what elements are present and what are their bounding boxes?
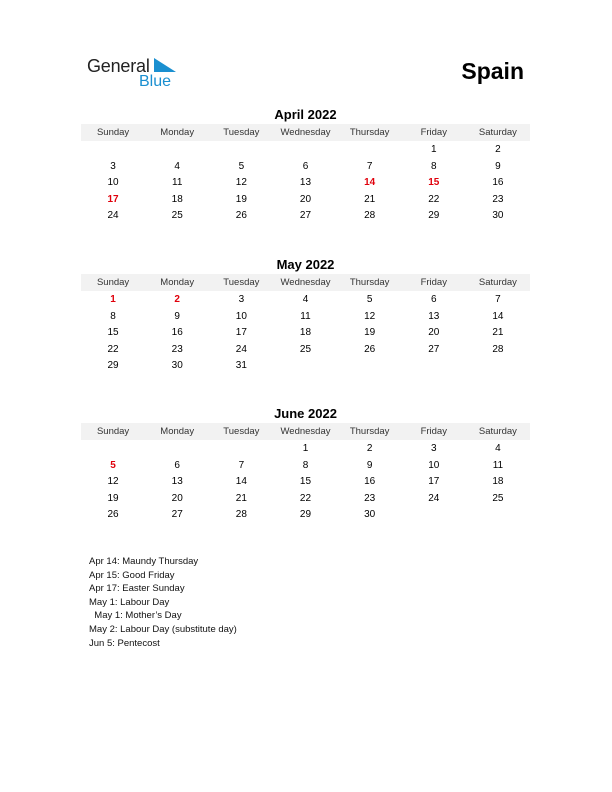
day-cell: 10 xyxy=(428,459,440,471)
day-cell: 27 xyxy=(299,210,312,222)
day-cell: 22 xyxy=(299,492,312,504)
day-cell: 14 xyxy=(364,177,376,189)
day-cell xyxy=(209,142,273,159)
day-cell xyxy=(145,142,209,159)
day-cell: 16 xyxy=(492,177,504,189)
day-cell: 10 xyxy=(235,310,247,322)
day-cell: 17 xyxy=(428,476,440,488)
day-cell: 15 xyxy=(299,476,312,488)
day-cell: 19 xyxy=(364,327,376,339)
day-cell: 21 xyxy=(364,193,376,205)
day-cell: 7 xyxy=(238,459,245,471)
holiday-list xyxy=(89,555,237,650)
weekday-label: Monday xyxy=(160,277,195,288)
country-title: Spain xyxy=(461,58,524,84)
day-cell: 30 xyxy=(171,360,183,372)
day-cell: 22 xyxy=(107,343,119,355)
day-cell: 28 xyxy=(235,509,247,521)
day-cell: 29 xyxy=(299,509,312,521)
day-cell: 3 xyxy=(110,160,116,172)
weekday-label: Tuesday xyxy=(223,277,260,288)
day-cell: 13 xyxy=(299,177,312,189)
day-cell: 20 xyxy=(171,492,183,504)
month-calendar xyxy=(81,256,530,375)
day-cell: 11 xyxy=(300,310,311,322)
holiday-item: Apr 15: Good Friday xyxy=(89,569,175,581)
day-cell: 4 xyxy=(302,294,309,305)
day-cell xyxy=(145,441,209,458)
day-cell: 20 xyxy=(299,193,312,205)
day-cell: 1 xyxy=(302,443,309,454)
weekday-label: Saturday xyxy=(478,277,517,288)
month-calendar xyxy=(81,405,530,524)
generalblue-logo xyxy=(87,56,187,96)
day-cell: 15 xyxy=(428,177,440,189)
day-cell: 23 xyxy=(171,343,183,355)
day-cell: 17 xyxy=(107,193,119,205)
day-cell: 1 xyxy=(430,144,437,155)
day-cell xyxy=(81,142,145,159)
day-cell: 27 xyxy=(428,343,440,355)
day-cell: 12 xyxy=(364,310,376,322)
holiday-item: May 1: Labour Day xyxy=(89,596,170,608)
day-cell: 17 xyxy=(235,327,247,339)
day-cell: 8 xyxy=(110,310,116,322)
days-grid xyxy=(81,142,530,225)
month-calendar xyxy=(81,106,530,225)
day-cell: 24 xyxy=(428,492,440,504)
logo-triangle-icon xyxy=(154,58,176,72)
day-cell: 6 xyxy=(430,294,437,305)
day-cell: 5 xyxy=(110,459,116,471)
day-cell: 1 xyxy=(110,294,116,305)
holiday-item: Jun 5: Pentecost xyxy=(89,637,160,649)
weekday-label: Friday xyxy=(420,127,447,138)
day-cell: 21 xyxy=(235,492,247,504)
day-cell: 30 xyxy=(492,210,504,222)
day-cell xyxy=(209,441,273,458)
day-cell: 5 xyxy=(238,160,245,172)
day-cell: 8 xyxy=(302,459,309,471)
holiday-item: Apr 14: Maundy Thursday xyxy=(89,556,199,567)
weekday-label: Saturday xyxy=(478,127,517,138)
day-cell: 4 xyxy=(174,160,180,172)
day-cell: 8 xyxy=(430,160,437,172)
day-cell: 11 xyxy=(172,177,183,189)
day-cell: 7 xyxy=(366,160,373,172)
day-cell xyxy=(466,358,530,375)
day-cell: 28 xyxy=(492,343,504,355)
month-title: May 2022 xyxy=(276,257,335,272)
day-cell: 21 xyxy=(492,327,504,339)
day-cell: 29 xyxy=(107,360,119,372)
day-cell: 7 xyxy=(495,294,501,305)
day-cell xyxy=(402,358,466,375)
weekday-label: Monday xyxy=(160,426,195,437)
day-cell: 3 xyxy=(430,443,437,454)
day-cell: 2 xyxy=(495,144,501,155)
day-cell: 12 xyxy=(235,177,247,189)
day-cell xyxy=(273,142,337,159)
weekday-label: Friday xyxy=(420,426,447,437)
day-cell: 25 xyxy=(299,343,312,355)
day-cell: 30 xyxy=(364,509,376,521)
weekday-header xyxy=(81,423,530,440)
weekday-label: Thursday xyxy=(349,127,390,138)
weekday-label: Sunday xyxy=(96,426,130,437)
day-cell: 5 xyxy=(366,294,373,305)
day-cell: 9 xyxy=(174,310,180,322)
weekday-label: Friday xyxy=(420,277,447,288)
weekday-label: Tuesday xyxy=(223,127,260,138)
day-cell: 18 xyxy=(299,327,312,339)
day-cell: 9 xyxy=(366,459,373,471)
day-cell: 13 xyxy=(171,476,183,488)
month-title: April 2022 xyxy=(274,107,337,122)
day-cell: 16 xyxy=(171,327,183,339)
day-cell: 2 xyxy=(174,294,180,305)
day-cell: 9 xyxy=(495,160,501,172)
logo-general-text: General xyxy=(87,56,150,76)
day-cell: 6 xyxy=(174,459,180,471)
holiday-item: May 1: Mother’s Day xyxy=(89,610,182,622)
day-cell: 24 xyxy=(235,343,247,355)
day-cell: 19 xyxy=(235,193,247,205)
day-cell: 2 xyxy=(366,443,373,454)
day-cell xyxy=(338,358,402,375)
weekday-header xyxy=(81,124,530,141)
day-cell: 24 xyxy=(107,210,119,222)
day-cell: 28 xyxy=(364,210,376,222)
day-cell xyxy=(466,507,530,524)
day-cell: 23 xyxy=(364,492,376,504)
day-cell: 16 xyxy=(364,476,376,488)
day-cell: 15 xyxy=(107,327,119,339)
day-cell: 3 xyxy=(238,294,245,305)
weekday-label: Wednesday xyxy=(280,127,331,138)
holiday-item: Apr 17: Easter Sunday xyxy=(89,583,185,595)
weekday-label: Monday xyxy=(160,127,195,138)
weekday-label: Tuesday xyxy=(223,426,260,437)
day-cell: 19 xyxy=(107,492,119,504)
weekday-label: Sunday xyxy=(96,127,130,138)
weekday-header xyxy=(81,274,530,291)
weekday-label: Sunday xyxy=(96,277,130,288)
day-cell: 4 xyxy=(495,443,501,454)
day-cell: 11 xyxy=(492,459,504,471)
day-cell: 25 xyxy=(492,492,504,504)
day-cell: 22 xyxy=(428,193,440,205)
day-cell: 14 xyxy=(492,310,504,322)
day-cell xyxy=(338,142,402,159)
day-cell: 10 xyxy=(107,177,119,189)
day-cell: 31 xyxy=(235,360,247,372)
month-title: June 2022 xyxy=(274,406,337,421)
day-cell: 14 xyxy=(235,476,247,488)
day-cell xyxy=(81,441,145,458)
logo-blue-text: Blue xyxy=(139,73,172,90)
weekday-label: Wednesday xyxy=(280,277,331,288)
day-cell: 26 xyxy=(235,210,247,222)
day-cell: 13 xyxy=(428,310,440,322)
day-cell: 27 xyxy=(171,509,183,521)
days-grid xyxy=(81,292,530,375)
weekday-label: Thursday xyxy=(349,277,390,288)
day-cell: 29 xyxy=(428,210,440,222)
day-cell: 26 xyxy=(364,343,376,355)
day-cell: 18 xyxy=(171,193,183,205)
day-cell: 18 xyxy=(492,476,504,488)
weekday-label: Thursday xyxy=(349,426,390,437)
holiday-item: May 2: Labour Day (substitute day) xyxy=(89,623,237,635)
weekday-label: Saturday xyxy=(478,426,517,437)
day-cell: 20 xyxy=(428,327,440,339)
day-cell xyxy=(273,358,337,375)
day-cell: 12 xyxy=(107,476,119,488)
weekday-label: Wednesday xyxy=(280,426,331,437)
day-cell: 6 xyxy=(302,160,309,172)
day-cell xyxy=(402,507,466,524)
day-cell: 26 xyxy=(107,509,119,521)
days-grid xyxy=(81,441,530,524)
day-cell: 25 xyxy=(171,210,183,222)
day-cell: 23 xyxy=(492,193,504,205)
